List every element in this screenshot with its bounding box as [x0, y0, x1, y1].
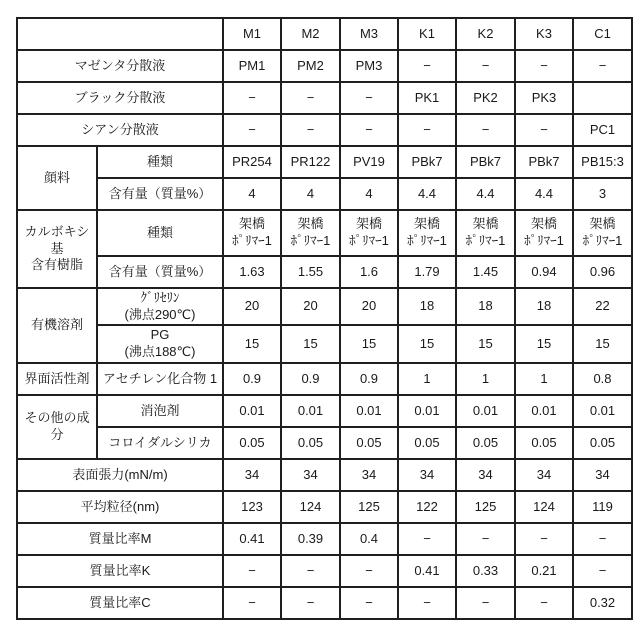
table-cell: 架橋 ﾎﾟﾘﾏｰ1: [340, 210, 398, 256]
row-label-glycerin: ｸﾞﾘｾﾘﾝ (沸点290℃): [97, 288, 223, 325]
table-cell: −: [281, 82, 340, 114]
table-cell: 架橋 ﾎﾟﾘﾏｰ1: [573, 210, 632, 256]
row-label-pigment-type: 種類: [97, 146, 223, 178]
table-cell: PM2: [281, 50, 340, 82]
table-cell: −: [515, 50, 573, 82]
table-cell: −: [515, 523, 573, 555]
table-cell: 124: [281, 491, 340, 523]
table-cell: 122: [398, 491, 456, 523]
table-cell: 0.01: [398, 395, 456, 427]
table-cell: 0.05: [223, 427, 281, 459]
table-cell: −: [456, 587, 515, 619]
table-cell: 34: [456, 459, 515, 491]
row-label-antifoam: 消泡剤: [97, 395, 223, 427]
table-cell: 15: [281, 325, 340, 363]
table-cell: 0.33: [456, 555, 515, 587]
row-resin-type: [17, 210, 632, 256]
table-cell: 15: [340, 325, 398, 363]
col-header-k1: K1: [398, 18, 456, 50]
row-label-pg: PG (沸点188℃): [97, 325, 223, 363]
row-label-acetylene-compound: アセチレン化合物 1: [97, 363, 223, 395]
row-label-mass-ratio-k: 質量比率K: [17, 555, 223, 587]
table-cell: 0.01: [281, 395, 340, 427]
row-mass-ratio-m: [17, 523, 632, 555]
table-cell: 1.6: [340, 256, 398, 288]
row-pigment-type: [17, 146, 632, 178]
table-cell: PM3: [340, 50, 398, 82]
table-cell: 0.01: [456, 395, 515, 427]
table-cell: 15: [398, 325, 456, 363]
table-cell: 0.21: [515, 555, 573, 587]
table-cell: 0.8: [573, 363, 632, 395]
row-label-cyan-dispersion: シアン分散液: [17, 114, 223, 146]
table-cell: 0.32: [573, 587, 632, 619]
table-cell: 124: [515, 491, 573, 523]
table-cell: 0.01: [515, 395, 573, 427]
table-cell: 0.9: [223, 363, 281, 395]
row-mass-ratio-c: [17, 587, 632, 619]
table-cell: 4.4: [456, 178, 515, 210]
group-label-carboxyl-resin: カルボキシ基 含有樹脂: [17, 210, 97, 288]
table-cell: 34: [573, 459, 632, 491]
table-cell: 1.79: [398, 256, 456, 288]
table-cell: −: [223, 114, 281, 146]
table-cell: −: [456, 523, 515, 555]
row-surfactant: [17, 363, 632, 395]
table-cell: 0.9: [340, 363, 398, 395]
row-pigment-content: [17, 178, 632, 210]
table-cell: 0.05: [398, 427, 456, 459]
table-cell: 34: [340, 459, 398, 491]
table-cell: 0.01: [340, 395, 398, 427]
table-cell: −: [398, 587, 456, 619]
group-label-organic-solvent: 有機溶剤: [17, 288, 97, 363]
table-cell: 20: [340, 288, 398, 325]
table-cell: PR122: [281, 146, 340, 178]
table-cell: 119: [573, 491, 632, 523]
table-cell: 0.39: [281, 523, 340, 555]
table-cell: 1.45: [456, 256, 515, 288]
table-cell: 15: [573, 325, 632, 363]
table-cell: −: [281, 114, 340, 146]
row-label-mass-ratio-c: 質量比率C: [17, 587, 223, 619]
table-cell: 架橋 ﾎﾟﾘﾏｰ1: [281, 210, 340, 256]
table-cell: −: [398, 50, 456, 82]
row-label-pigment-content: 含有量（質量%）: [97, 178, 223, 210]
col-header-m1: M1: [223, 18, 281, 50]
table-cell: −: [515, 587, 573, 619]
table-cell: 架橋 ﾎﾟﾘﾏｰ1: [223, 210, 281, 256]
table-cell: PBk7: [398, 146, 456, 178]
table-cell: 0.9: [281, 363, 340, 395]
table-cell: 0.4: [340, 523, 398, 555]
table-cell: 125: [340, 491, 398, 523]
row-black-dispersion: [17, 82, 632, 114]
table-cell: −: [281, 587, 340, 619]
row-label-resin-type: 種類: [97, 210, 223, 256]
row-mass-ratio-k: [17, 555, 632, 587]
table-cell: 15: [515, 325, 573, 363]
col-header-m2: M2: [281, 18, 340, 50]
table-cell: 18: [398, 288, 456, 325]
table-cell: 0.05: [515, 427, 573, 459]
table-cell: 0.41: [398, 555, 456, 587]
table-cell: 34: [223, 459, 281, 491]
table-cell: −: [573, 50, 632, 82]
table-cell: 架橋 ﾎﾟﾘﾏｰ1: [398, 210, 456, 256]
table-cell: −: [223, 587, 281, 619]
table-cell: 0.96: [573, 256, 632, 288]
table-cell: 125: [456, 491, 515, 523]
table-cell: 4: [281, 178, 340, 210]
table-cell: 架橋 ﾎﾟﾘﾏｰ1: [456, 210, 515, 256]
table-cell: 0.05: [340, 427, 398, 459]
table-cell: 0.01: [223, 395, 281, 427]
table-cell: 1.55: [281, 256, 340, 288]
col-header-c1: C1: [573, 18, 632, 50]
table-cell: 4.4: [398, 178, 456, 210]
table-cell: −: [573, 555, 632, 587]
ink-composition-table: [16, 17, 633, 620]
row-label-magenta-dispersion: マゼンタ分散液: [17, 50, 223, 82]
col-header-m3: M3: [340, 18, 398, 50]
row-particle-size: [17, 491, 632, 523]
table-cell: 4: [223, 178, 281, 210]
table-cell: 1: [456, 363, 515, 395]
table-cell: 34: [281, 459, 340, 491]
table-cell: −: [515, 114, 573, 146]
table-cell: −: [456, 50, 515, 82]
row-glycerin: [17, 288, 632, 325]
group-label-surfactant: 界面活性剤: [17, 363, 97, 395]
group-label-pigment: 顔料: [17, 146, 97, 210]
table-cell: 20: [281, 288, 340, 325]
table-cell: 123: [223, 491, 281, 523]
table-cell: −: [340, 587, 398, 619]
table-cell: 22: [573, 288, 632, 325]
table-cell: 15: [456, 325, 515, 363]
table-cell: 0.05: [281, 427, 340, 459]
row-antifoam: [17, 395, 632, 427]
table-cell: PBk7: [456, 146, 515, 178]
table-cell: 18: [515, 288, 573, 325]
table-cell: 0.01: [573, 395, 632, 427]
table-cell: 3: [573, 178, 632, 210]
table-cell: 18: [456, 288, 515, 325]
table-cell: 0.41: [223, 523, 281, 555]
table-cell: PK2: [456, 82, 515, 114]
row-label-black-dispersion: ブラック分散液: [17, 82, 223, 114]
table-cell: PC1: [573, 114, 632, 146]
table-cell: PR254: [223, 146, 281, 178]
group-label-other-components: その他の成分: [17, 395, 97, 459]
table-cell: −: [573, 523, 632, 555]
table-cell: 1: [398, 363, 456, 395]
table-cell: 0.05: [456, 427, 515, 459]
table-cell: PM1: [223, 50, 281, 82]
row-resin-content: [17, 256, 632, 288]
table-cell: −: [456, 114, 515, 146]
table-cell: PK3: [515, 82, 573, 114]
row-surface-tension: [17, 459, 632, 491]
row-label-particle-size: 平均粒径(nm): [17, 491, 223, 523]
table-cell: 4.4: [515, 178, 573, 210]
table-cell: 4: [340, 178, 398, 210]
table-cell: 1: [515, 363, 573, 395]
table-cell: −: [340, 555, 398, 587]
table-cell: [573, 82, 632, 114]
table-cell: PBk7: [515, 146, 573, 178]
row-pg: [17, 325, 632, 363]
table-cell: 34: [515, 459, 573, 491]
col-header-k3: K3: [515, 18, 573, 50]
table-cell: −: [223, 555, 281, 587]
corner-cell: [17, 18, 223, 50]
table-cell: PV19: [340, 146, 398, 178]
table-cell: PB15:3: [573, 146, 632, 178]
table-cell: 34: [398, 459, 456, 491]
table-cell: PK1: [398, 82, 456, 114]
row-label-surface-tension: 表面張力(mN/m): [17, 459, 223, 491]
row-magenta-dispersion: [17, 50, 632, 82]
header-row: [17, 18, 632, 50]
table-cell: −: [398, 523, 456, 555]
row-colloidal-silica: [17, 427, 632, 459]
table-cell: −: [340, 82, 398, 114]
table-cell: 15: [223, 325, 281, 363]
table-cell: 1.63: [223, 256, 281, 288]
table-cell: −: [223, 82, 281, 114]
row-cyan-dispersion: [17, 114, 632, 146]
table-cell: 0.05: [573, 427, 632, 459]
row-label-colloidal-silica: コロイダルシリカ: [97, 427, 223, 459]
row-label-mass-ratio-m: 質量比率M: [17, 523, 223, 555]
table-cell: −: [398, 114, 456, 146]
table-cell: −: [281, 555, 340, 587]
table-cell: −: [340, 114, 398, 146]
table-cell: 0.94: [515, 256, 573, 288]
table-cell: 20: [223, 288, 281, 325]
row-label-resin-content: 含有量（質量%）: [97, 256, 223, 288]
col-header-k2: K2: [456, 18, 515, 50]
table-cell: 架橋 ﾎﾟﾘﾏｰ1: [515, 210, 573, 256]
